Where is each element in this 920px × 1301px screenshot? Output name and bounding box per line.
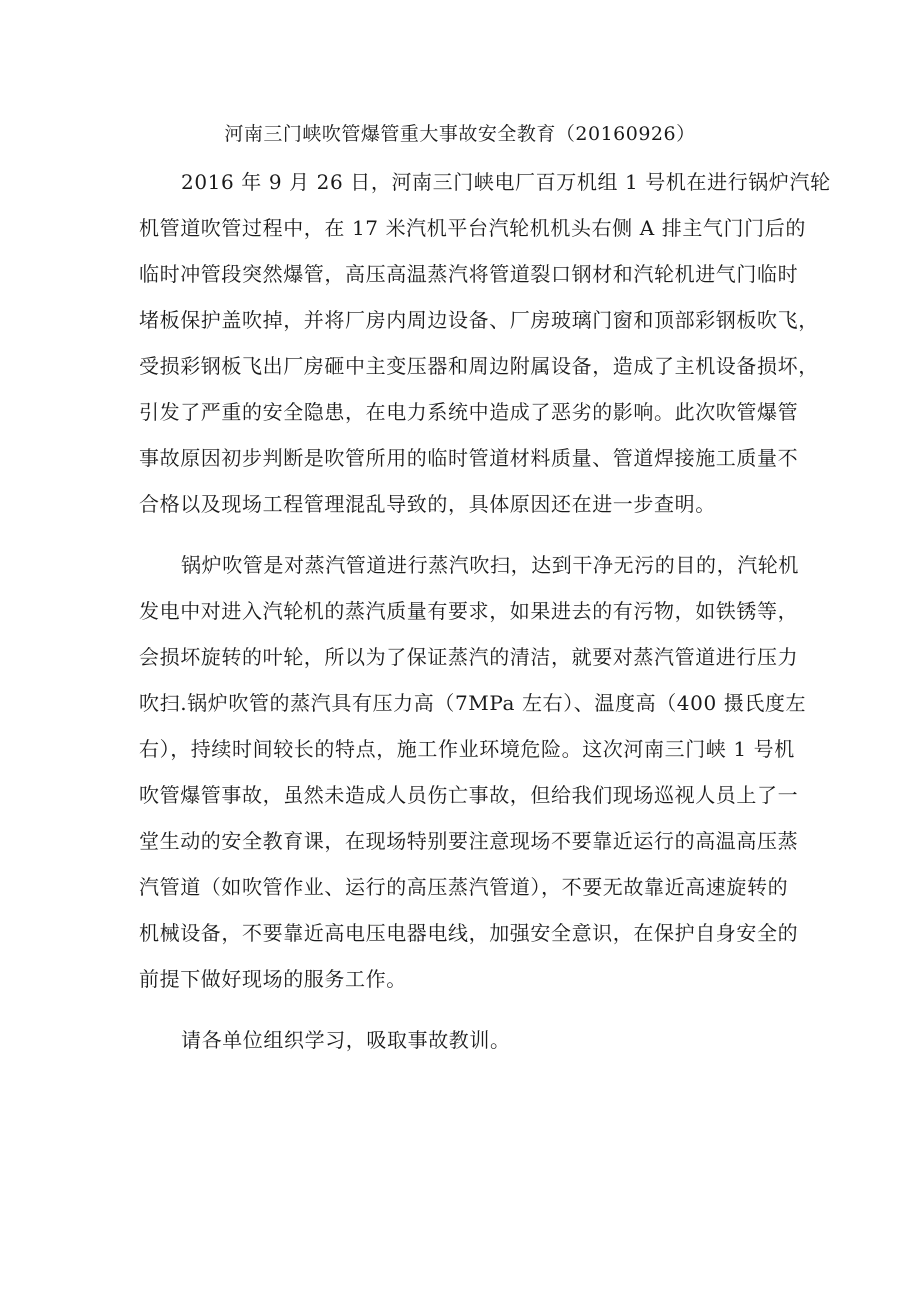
paragraph-1-line-1: 2016 年 9 月 26 日，河南三门峡电厂百万机组 1 号机在进行锅炉汽轮 bbox=[181, 170, 831, 194]
paragraph-2-line-8: 汽管道（如吹管作业、运行的高压蒸汽管道），不要无故靠近高速旋转的 bbox=[139, 875, 789, 899]
paragraph-1-line-7: 事故原因初步判断是吹管所用的临时管道材料质量、管道焊接施工质量不 bbox=[139, 446, 799, 470]
paragraph-2-line-9: 机械设备，不要靠近高电压电器电线，加强安全意识，在保护自身安全的 bbox=[139, 921, 799, 945]
paragraph-2-line-2: 发电中对进入汽轮机的蒸汽质量有要求，如果进去的有污物，如铁锈等， bbox=[139, 599, 799, 623]
paragraph-3-line-1: 请各单位组织学习，吸取事故教训。 bbox=[181, 1028, 511, 1052]
paragraph-2-line-3: 会损坏旋转的叶轮，所以为了保证蒸汽的清洁，就要对蒸汽管道进行压力 bbox=[139, 645, 799, 669]
paragraph-1-line-4: 堵板保护盖吹掉，并将厂房内周边设备、厂房玻璃门窗和顶部彩钢板吹飞， bbox=[139, 308, 819, 332]
paragraph-2-line-4: 吹扫.锅炉吹管的蒸汽具有压力高（7MPa 左右）、温度高（400 摄氏度左 bbox=[139, 691, 807, 715]
paragraph-1-line-8: 合格以及现场工程管理混乱导致的，具体原因还在进一步查明。 bbox=[139, 492, 716, 516]
paragraph-1-line-2: 机管道吹管过程中，在 17 米汽机平台汽轮机机头右侧 A 排主气门门后的 bbox=[139, 216, 806, 240]
paragraph-1-line-3: 临时冲管段突然爆管，高压高温蒸汽将管道裂口钢材和汽轮机进气门临时 bbox=[139, 262, 799, 286]
paragraph-2-line-10: 前提下做好现场的服务工作。 bbox=[139, 967, 407, 991]
paragraph-2-line-6: 吹管爆管事故，虽然未造成人员伤亡事故，但给我们现场巡视人员上了一 bbox=[139, 783, 799, 807]
paragraph-2-line-7: 堂生动的安全教育课，在现场特别要注意现场不要靠近运行的高温高压蒸 bbox=[139, 829, 799, 853]
paragraph-1-line-6: 引发了严重的安全隐患，在电力系统中造成了恶劣的影响。此次吹管爆管 bbox=[139, 400, 799, 424]
paragraph-2-line-5: 右），持续时间较长的特点，施工作业环境危险。这次河南三门峡 1 号机 bbox=[139, 737, 795, 761]
paragraph-1-line-5: 受损彩钢板飞出厂房砸中主变压器和周边附属设备，造成了主机设备损坏， bbox=[139, 354, 819, 378]
paragraph-2-line-1: 锅炉吹管是对蒸汽管道进行蒸汽吹扫，达到干净无污的目的，汽轮机 bbox=[181, 553, 799, 577]
document-title: 河南三门峡吹管爆管重大事故安全教育（20160926） bbox=[224, 123, 696, 145]
